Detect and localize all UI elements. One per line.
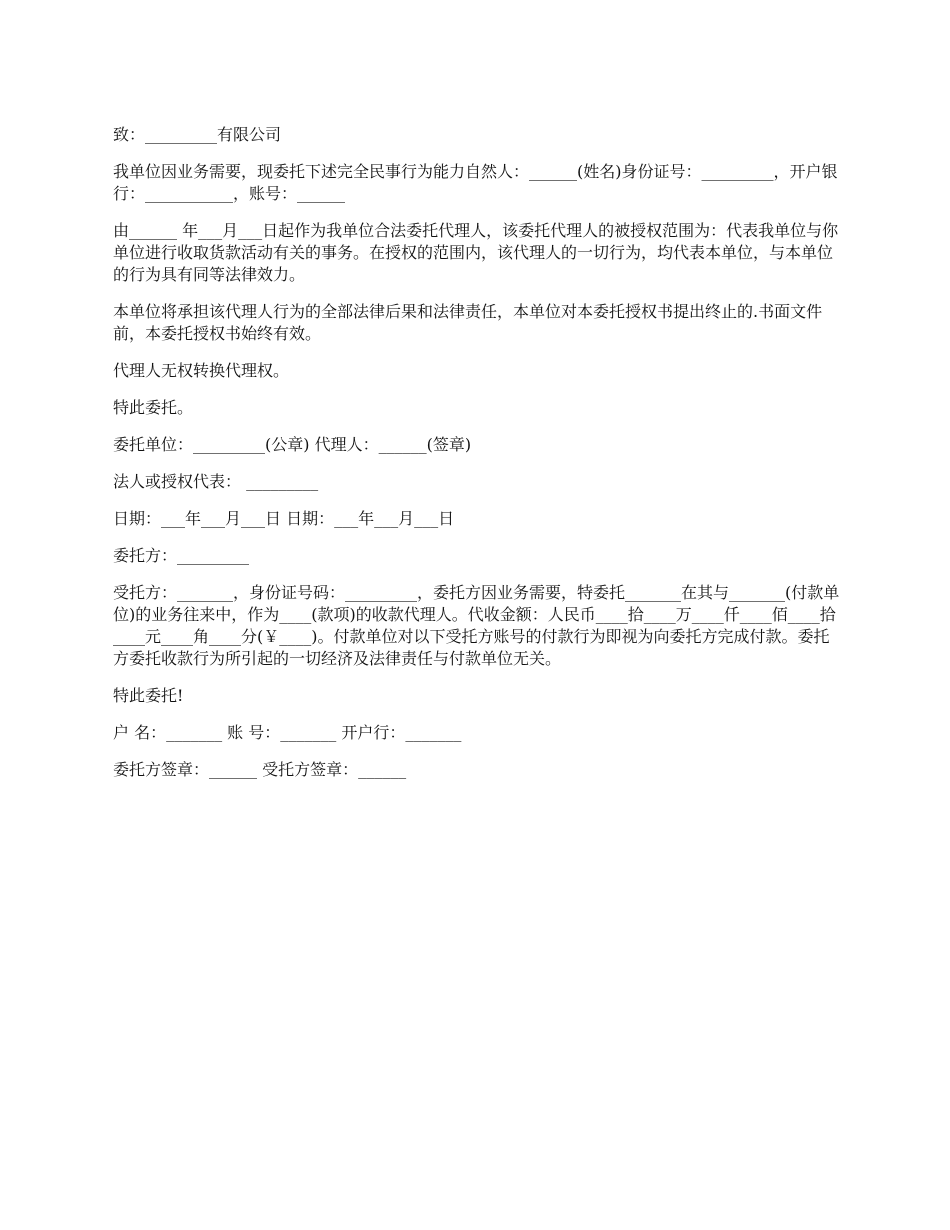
entrusting-unit-line: 委托单位：_________(公章) 代理人：______(签章) bbox=[113, 435, 472, 454]
collection-agency-paragraph: 受托方：_______，身份证号码：_________，委托方因业务需要，特委托_______在其与_______(付款单位)的业务往来中，作为____(款项)的收款代理人。代收金额：人民币____拾____万____仟____佰____拾____元____角____分(￥____)。付款单位对以下受托方账号的付款行为即视为向委托方完成付款。委托方委托收款行为所引起的一切经济及法律责任与付款单位无关。 bbox=[113, 583, 840, 668]
legal-representative-line: 法人或授权代表： _________ bbox=[113, 472, 319, 491]
account-info-line: 户 名：_______ 账 号：_______ 开户行：_______ bbox=[113, 723, 462, 742]
no-transfer-paragraph: 代理人无权转换代理权。 bbox=[113, 361, 290, 380]
signature-line: 委托方签章：______ 受托方签章：______ bbox=[113, 760, 407, 779]
closing-line: 特此委托。 bbox=[113, 398, 194, 417]
agent-identity-paragraph: 我单位因业务需要，现委托下述完全民事行为能力自然人：______(姓名)身份证号：_________，开户银行：___________，账号：______ bbox=[113, 162, 838, 203]
document-body bbox=[113, 124, 843, 796]
liability-paragraph: 本单位将承担该代理人行为的全部法律后果和法律责任，本单位对本委托授权书提出终止的.书面文件前，本委托授权书始终有效。 bbox=[113, 302, 823, 343]
recipient-line: 致：_________有限公司 bbox=[113, 125, 282, 144]
closing-line-2: 特此委托! bbox=[113, 686, 184, 705]
authorization-scope-paragraph: 由______ 年___月___日起作为我单位合法委托代理人，该委托代理人的被授权范围为：代表我单位与你单位进行收取货款活动有关的事务。在授权的范围内，该代理人的一切行为，均代表本单位，与本单位的行为具有同等法律效力。 bbox=[113, 221, 839, 284]
date-line: 日期：___年___月___日 日期：___年___月___日 bbox=[113, 509, 455, 528]
principal-line: 委托方：_________ bbox=[113, 546, 250, 565]
